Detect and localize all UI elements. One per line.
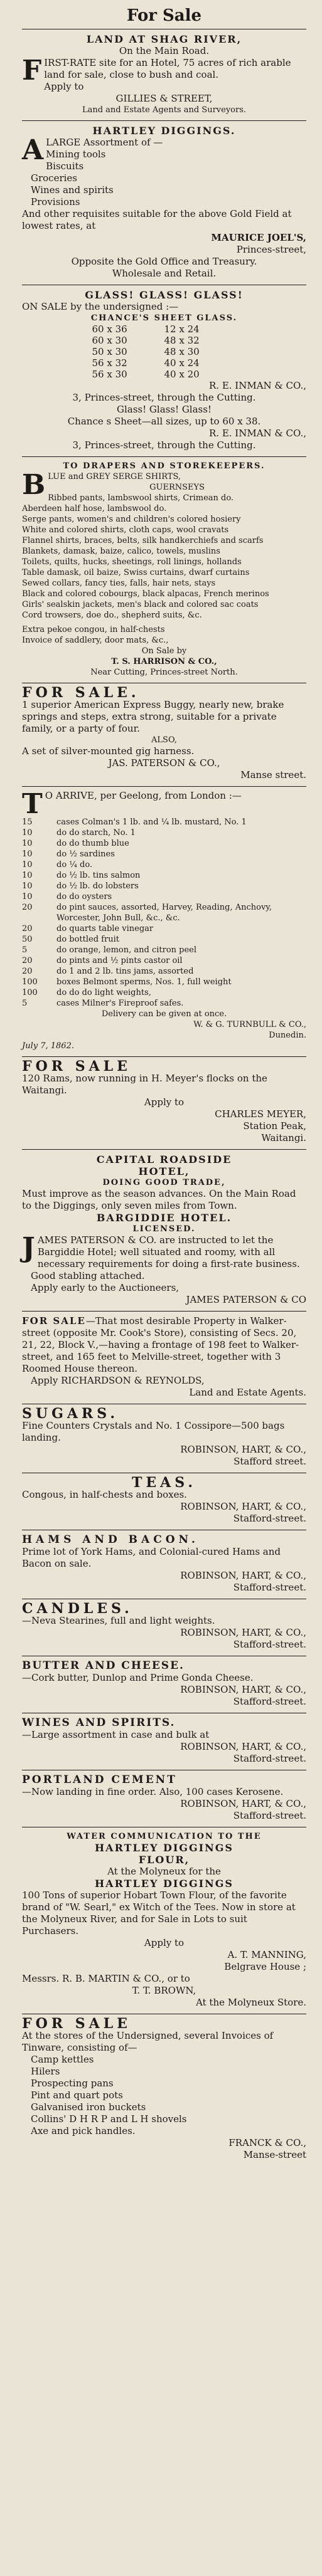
ad-body: And other requisites suitable for the above Gold Field at lowest rates, at bbox=[22, 208, 292, 231]
list-item: 20 do 1 and 2 lb. tins jams, assorted bbox=[22, 967, 194, 976]
ad-hams bbox=[22, 1530, 306, 1599]
dropcap: A bbox=[22, 134, 44, 166]
list-item: Toilets, quilts, hucks, sheetings, roll linings, hollands bbox=[22, 557, 242, 567]
seller-address: Belgrave House ; bbox=[224, 1961, 306, 1972]
list-item: Mining tools bbox=[46, 149, 106, 160]
apply-text: Apply early to the Auctioneers, bbox=[31, 1282, 180, 1293]
size-item: 50 x 30 bbox=[92, 346, 127, 357]
dropcap: F bbox=[22, 55, 42, 87]
seller-name: FRANCK & CO., bbox=[228, 2137, 306, 2148]
apply-text: Apply RICHARDSON & REYNOLDS, bbox=[31, 1375, 205, 1386]
dropcap: T bbox=[22, 788, 43, 820]
dropcap: B bbox=[22, 469, 46, 501]
ad-shag-river bbox=[22, 29, 306, 120]
ad-subtitle: Glass! Glass! Glass! bbox=[117, 404, 212, 415]
size-item: 48 x 30 bbox=[164, 346, 200, 357]
apply-text: Apply to bbox=[144, 1937, 185, 1948]
list-item: Groceries bbox=[31, 172, 78, 184]
list-item: 10 do ½ lb. tins salmon bbox=[22, 871, 141, 880]
seller-address: At the Molyneux Store. bbox=[196, 1997, 306, 2008]
seller-address: Waitangi. bbox=[261, 1132, 306, 1143]
seller-name: ROBINSON, HART, & CO., bbox=[180, 1570, 306, 1581]
list-item: Pint and quart pots bbox=[31, 2090, 123, 2101]
list-item: 10 do ½ sardines bbox=[22, 849, 115, 859]
ad-body: —Large assortment in case and bulk at bbox=[22, 1729, 210, 1740]
list-item: Wines and spirits bbox=[31, 184, 114, 196]
seller-name: T. T. BROWN, bbox=[132, 1985, 196, 1996]
ad-rams bbox=[22, 1056, 306, 1149]
ad-note: Good stabling attached. bbox=[31, 1270, 145, 1281]
ad-body: 1 superior American Express Buggy, nearly new, brake springs and steps, extra strong, suitable for a private family, or a party of four. bbox=[22, 699, 284, 734]
ad-hartley-diggings bbox=[22, 120, 306, 285]
seller-name: JAMES PATERSON & CO bbox=[186, 1294, 306, 1305]
ad-wines bbox=[22, 1713, 306, 1770]
ad-title: BARGIDDIE HOTEL. bbox=[96, 1212, 232, 1224]
list-item: Flannel shirts, braces, belts, silk handkerchiefs and scarfs bbox=[22, 536, 264, 545]
seller-address: Manse street. bbox=[240, 769, 306, 781]
ad-water-communication bbox=[22, 1827, 306, 2014]
list-item: Hilers bbox=[31, 2066, 60, 2077]
seller-address: Station Peak, bbox=[243, 1120, 306, 1132]
list-item: Axe and pick handles. bbox=[31, 2125, 136, 2137]
list-item: Collins' D H R P and L H shovels bbox=[31, 2113, 187, 2125]
apply-text: On Sale by bbox=[141, 646, 187, 656]
list-item: Black and colored cobourgs, black alpacas, French merinos bbox=[22, 589, 269, 599]
ad-teas bbox=[22, 1473, 306, 1530]
item-list bbox=[22, 2054, 306, 2137]
list-item: 50 do bottled fruit bbox=[22, 935, 119, 944]
list-item: 20 do pint sauces, assorted, Harvey, Reading, Anchovy, Worcester, John Bull, &c., &c. bbox=[22, 903, 272, 923]
ad-subtitle: On the Main Road. bbox=[119, 45, 210, 56]
ad-title: SUGARS. bbox=[22, 1406, 119, 1422]
list-item: 100 boxes Belmont sperms, Nos. 1, full weight bbox=[22, 977, 232, 987]
page-title: For Sale bbox=[126, 6, 202, 25]
seller-address: Stafford-street. bbox=[233, 1639, 306, 1650]
item-list bbox=[22, 149, 306, 208]
ad-title: HOTEL, bbox=[138, 1165, 190, 1177]
list-item: GUERNSEYS bbox=[149, 483, 205, 492]
ad-title: TO DRAPERS AND STOREKEEPERS. bbox=[63, 461, 266, 471]
ad-body: Fine Counters Crystals and No. 1 Cossipore—500 bags landing. bbox=[22, 1420, 285, 1443]
ad-title: GLASS! GLASS! GLASS! bbox=[85, 289, 244, 301]
seller-name: ROBINSON, HART, & CO., bbox=[180, 1444, 306, 1455]
list-item: Biscuits bbox=[46, 160, 84, 172]
ad-title: TEAS. bbox=[132, 1475, 196, 1491]
list-item: 20 do pints and ½ pints castor oil bbox=[22, 956, 183, 965]
ad-body: —Now landing in fine order. Also, 100 cases Kerosene. bbox=[22, 1786, 284, 1797]
size-item: 48 x 32 bbox=[164, 335, 200, 346]
ad-title: HARTLEY DIGGINGS. bbox=[92, 125, 236, 137]
ad-cement bbox=[22, 1770, 306, 1827]
list-item: Table damask, oil baize, Swiss curtains, dwarf curtains bbox=[22, 568, 250, 577]
ad-body: —That most desirable Property in Walker-street (opposite Mr. Cook's Store), consisting of Secs. 20, 21, 22, Block V.,—having a frontage of 198 feet to Walker-street, and 165 feet to Melville-street, together with 3 Roomed House thereon. bbox=[22, 1315, 299, 1374]
seller-address: Dunedin. bbox=[269, 1031, 306, 1040]
seller-name: ROBINSON, HART, & CO., bbox=[180, 1501, 306, 1512]
list-item: Blankets, damask, baize, calico, towels, muslins bbox=[22, 547, 220, 556]
ad-title: FOR SALE bbox=[22, 1058, 131, 1075]
ad-title: LAND AT SHAG RIVER, bbox=[86, 33, 242, 45]
ad-body: —Cork butter, Dunlop and Prime Gonda Cheese. bbox=[22, 1672, 254, 1683]
dropcap: J bbox=[22, 1232, 35, 1264]
size-item: 56 x 32 bbox=[92, 357, 127, 369]
ad-title: LICENSED. bbox=[132, 1224, 196, 1234]
list-item: Aberdeen half hose, lambswool do. bbox=[22, 504, 167, 513]
list-item: Ribbed pants, lambswool shirts, Crimean do. bbox=[48, 493, 234, 503]
ad-subtitle: CHANCE'S SHEET GLASS. bbox=[90, 313, 238, 323]
ad-capital-hotel bbox=[22, 1149, 306, 1311]
seller-address: Stafford-street. bbox=[233, 1513, 306, 1524]
ad-body: A set of silver-mounted gig harness. bbox=[22, 745, 195, 757]
seller-address: Wholesale and Retail. bbox=[112, 268, 217, 279]
agent-desc: Land and Estate Agents. bbox=[189, 1387, 306, 1398]
ad-title: BUTTER AND CHEESE. bbox=[22, 1659, 185, 1672]
ad-subtitle: ALSO, bbox=[151, 735, 177, 745]
list-item: 15 cases Colman's 1 lb. and ¼ lb. mustard, No. 1 bbox=[22, 817, 247, 827]
seller-name: Messrs. R. B. MARTIN & CO., or to bbox=[22, 1973, 190, 1984]
list-item: Girls' sealskin jackets, men's black and colored sac coats bbox=[22, 600, 259, 609]
seller-name: T. S. HARRISON & CO., bbox=[111, 657, 217, 666]
ad-drapers bbox=[22, 456, 306, 683]
seller-name: ROBINSON, HART, & CO., bbox=[180, 1741, 306, 1752]
list-item: 20 do quarts table vinegar bbox=[22, 924, 154, 933]
seller-address: Stafford-street. bbox=[233, 1582, 306, 1593]
seller-address: Stafford-street. bbox=[233, 1810, 306, 1821]
ad-body: IRST-RATE site for an Hotel, 75 acres of rich arable land for sale, close to bush and coal. bbox=[44, 57, 291, 80]
seller-address: Manse-street bbox=[243, 2149, 306, 2160]
list-item: 10 do do starch, No. 1 bbox=[22, 828, 136, 838]
ad-title: CAPITAL ROADSIDE bbox=[96, 1154, 232, 1165]
glass-sizes bbox=[92, 323, 237, 380]
size-item: 12 x 24 bbox=[164, 323, 200, 335]
list-item: Camp kettles bbox=[31, 2054, 94, 2065]
seller-address: 3, Princes-street, through the Cutting. bbox=[72, 439, 256, 451]
seller-address: 3, Princes-street, through the Cutting. bbox=[72, 392, 256, 403]
agent-name: GILLIES & STREET, bbox=[115, 93, 213, 104]
ad-title: FOR SALE bbox=[22, 2016, 131, 2032]
ad-buggy bbox=[22, 683, 306, 786]
size-item: 60 x 36 bbox=[92, 323, 127, 335]
seller-address: Stafford-street. bbox=[233, 1696, 306, 1707]
size-item: 56 x 30 bbox=[92, 369, 127, 380]
ad-candles bbox=[22, 1599, 306, 1656]
ad-body: AMES PATERSON & CO. are instructed to let the Bargiddie Hotel; well situated and roomy, with all necessary requirements for doing a first-rate business. bbox=[37, 1234, 300, 1270]
ad-extra: Invoice of saddlery, door mats, &c., bbox=[22, 636, 169, 645]
seller-name: R. E. INMAN & CO., bbox=[208, 428, 306, 439]
list-item: 100 do do do light weights, bbox=[22, 988, 151, 997]
seller-name: JAS. PATERSON & CO., bbox=[108, 757, 220, 769]
ad-title: FOR SALE. bbox=[22, 685, 140, 701]
list-item: Cord trowsers, doe do., shepherd suits, &c. bbox=[22, 611, 202, 620]
ad-body: 100 Tons of superior Hobart Town Flour, of the favorite brand of "W. Searl," ex Witch of the Tees. Now in store at the Molyneux River, and for Sale in Lots to suit Purchasers. bbox=[22, 1890, 296, 1937]
apply-text: Apply to bbox=[144, 1096, 185, 1108]
list-item: 10 do do thumb blue bbox=[22, 839, 129, 848]
ad-title: HARTLEY DIGGINGS bbox=[95, 1842, 233, 1854]
list-item: LUE and GREY SERGE SHIRTS, bbox=[48, 472, 181, 481]
ad-body: Congous, in half-chests and boxes. bbox=[22, 1489, 187, 1500]
ad-heading: O ARRIVE, per Geelong, from London :— bbox=[45, 790, 242, 801]
ad-body: At the stores of the Undersigned, several Invoices of Tinware, consisting of— bbox=[22, 2030, 274, 2053]
seller-name: ROBINSON, HART, & CO., bbox=[180, 1684, 306, 1695]
list-item: White and colored shirts, cloth caps, wool cravats bbox=[22, 525, 229, 535]
ad-body: 120 Rams, now running in H. Meyer's flocks on the Waitangi. bbox=[22, 1073, 267, 1096]
size-item: 40 x 20 bbox=[164, 369, 200, 380]
seller-name: A. T. MANNING, bbox=[227, 1949, 306, 1960]
size-item: 60 x 30 bbox=[92, 335, 127, 346]
seller-address: Princes-street, bbox=[236, 244, 306, 255]
ad-butter bbox=[22, 1656, 306, 1713]
ad-tinware bbox=[22, 2014, 306, 2166]
size-item: 40 x 24 bbox=[164, 357, 200, 369]
list-item: Serge pants, women's and children's colored hosiery bbox=[22, 515, 241, 524]
ad-intro: LARGE Assortment of — bbox=[46, 137, 163, 148]
ad-title: WATER COMMUNICATION TO THE bbox=[67, 1832, 262, 1841]
seller-name: W. & G. TURNBULL & CO., bbox=[193, 1020, 306, 1029]
ad-glass bbox=[22, 285, 306, 456]
seller-name: ROBINSON, HART, & CO., bbox=[180, 1627, 306, 1638]
list-item: 5 cases Milner's Fireproof safes. bbox=[22, 999, 184, 1008]
list-item: Prospecting pans bbox=[31, 2078, 114, 2089]
ad-title: FOR SALE bbox=[22, 1315, 86, 1327]
ad-property bbox=[22, 1311, 306, 1404]
seller-name: CHARLES MEYER, bbox=[215, 1108, 306, 1120]
seller-address: Opposite the Gold Office and Treasury. bbox=[71, 256, 257, 267]
ad-lead: ON SALE by the undersigned :— bbox=[22, 301, 179, 312]
list-item: 10 do do oysters bbox=[22, 892, 112, 902]
ad-date: July 7, 1862. bbox=[22, 1041, 74, 1051]
goods-list bbox=[22, 817, 306, 1009]
ad-subtitle: At the Molyneux for the bbox=[107, 1866, 221, 1877]
ad-sugars bbox=[22, 1404, 306, 1473]
ad-title: CANDLES. bbox=[22, 1601, 133, 1617]
ad-to-arrive bbox=[22, 786, 306, 1056]
seller-name: ROBINSON, HART, & CO., bbox=[180, 1798, 306, 1809]
seller-name: MAURICE JOEL'S, bbox=[211, 232, 306, 243]
list-item: Sewed collars, fancy ties, falls, hair nets, stays bbox=[22, 579, 216, 588]
list-item: 5 do orange, lemon, and citron peel bbox=[22, 945, 197, 955]
seller-name: R. E. INMAN & CO., bbox=[208, 380, 306, 391]
list-item: Galvanised iron buckets bbox=[31, 2101, 146, 2113]
list-item: 10 do ¼ do. bbox=[22, 860, 93, 870]
newspaper-page bbox=[9, 0, 313, 2576]
seller-address: Stafford street. bbox=[233, 1456, 306, 1467]
ad-body: —Neva Stearines, full and light weights. bbox=[22, 1615, 215, 1626]
ad-body: Chance s Sheet—all sizes, up to 60 x 38. bbox=[67, 416, 261, 427]
agent-desc: Land and Estate Agents and Surveyors. bbox=[82, 105, 247, 115]
ad-title: FLOUR, bbox=[138, 1854, 190, 1866]
ad-body: Must improve as the season advances. On the Main Road to the Diggings, only seven miles from Town. bbox=[22, 1188, 296, 1211]
ad-extra: Extra pekoe congou, in half-chests bbox=[22, 625, 165, 634]
list-item: Provisions bbox=[31, 196, 80, 208]
ad-title: HAMS AND BACON. bbox=[22, 1533, 199, 1546]
ad-title: HARTLEY DIGGINGS bbox=[95, 1878, 233, 1890]
ad-title: PORTLAND CEMENT bbox=[22, 1774, 177, 1786]
seller-address: Near Cutting, Princes-street North. bbox=[90, 668, 238, 677]
ad-title: DOING GOOD TRADE, bbox=[102, 1178, 226, 1187]
ad-title: WINES AND SPIRITS. bbox=[22, 1716, 176, 1729]
list-item: 10 do ½ lb. do lobsters bbox=[22, 881, 139, 891]
ad-body: Prime lot of York Hams, and Colonial-cured Hams and Bacon on sale. bbox=[22, 1546, 281, 1569]
seller-address: Stafford-street. bbox=[233, 1753, 306, 1764]
apply-text: Apply to bbox=[44, 81, 84, 92]
ad-note: Delivery can be given at once. bbox=[101, 1009, 227, 1019]
